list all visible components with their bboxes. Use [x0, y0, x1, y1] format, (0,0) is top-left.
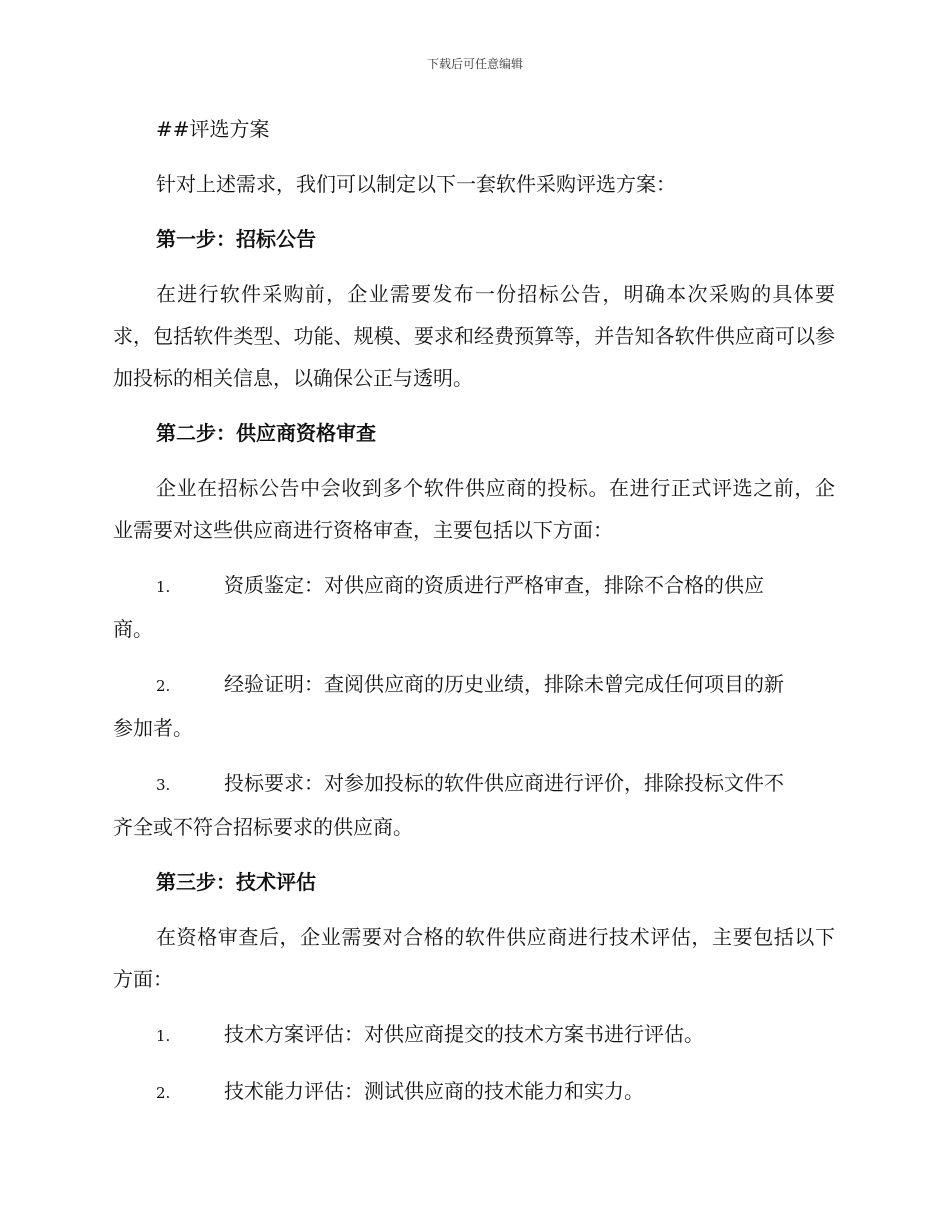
list-text: 技术能力评估：测试供应商的技术能力和实力。: [224, 1079, 644, 1103]
list-text: 资质鉴定：对供应商的资质进行严格审查，排除不合格的供应: [224, 573, 764, 597]
list-text-continued: 参加者。: [113, 716, 193, 740]
section-title: ##评选方案: [156, 117, 270, 141]
list-item: [113, 1070, 835, 1114]
list-item: [113, 762, 835, 848]
list-text-continued: 商。: [113, 617, 153, 641]
step1-body: 在进行软件采购前，企业需要发布一份招标公告，明确本次采购的具体要求，包括软件类型、功能、规模、要求和经费预算等，并告知各软件供应商可以参加投标的相关信息，以确保公正与透明。: [113, 282, 835, 390]
header-note: 下载后可任意编辑: [426, 57, 523, 71]
step3-heading: 第三步：技术评估: [156, 870, 316, 894]
list-text: 技术方案评估：对供应商提交的技术方案书进行评估。: [224, 1022, 704, 1046]
step2-body: 企业在招标公告中会收到多个软件供应商的投标。在进行正式评选之前，企业需要对这些供应商进行资格审查，主要包括以下方面：: [113, 476, 835, 542]
list-text: 经验证明：查阅供应商的历史业绩，排除未曾完成任何项目的新: [224, 672, 784, 696]
list-text-continued: 齐全或不符合招标要求的供应商。: [113, 815, 413, 839]
step3-body: 在资格审查后，企业需要对合格的软件供应商进行技术评估，主要包括以下方面：: [113, 925, 835, 991]
step1-heading: 第一步：招标公告: [156, 227, 316, 251]
list-number: 2.: [156, 1084, 171, 1102]
list-item: [113, 1013, 835, 1057]
list-number: 2.: [156, 677, 171, 695]
list-text: 投标要求：对参加投标的软件供应商进行评价，排除投标文件不: [224, 771, 784, 795]
step2-heading: 第二步：供应商资格审查: [156, 421, 376, 445]
list-item: [113, 564, 835, 650]
list-number: 1.: [156, 578, 171, 596]
list-number: 1.: [156, 1027, 171, 1045]
list-item: [113, 663, 835, 749]
intro-paragraph: 针对上述需求，我们可以制定以下一套软件采购评选方案：: [156, 172, 676, 196]
list-number: 3.: [156, 776, 171, 794]
document-body: [113, 108, 835, 1127]
